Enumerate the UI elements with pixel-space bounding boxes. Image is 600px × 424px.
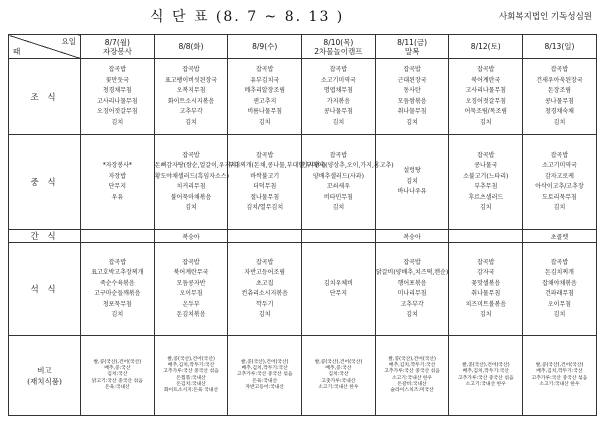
menu-cell	[375, 243, 449, 336]
menu-item: 김치	[258, 118, 271, 126]
meal-label: 조 식	[9, 59, 81, 135]
menu-item: 꽃만둣국	[105, 76, 129, 84]
origin-item: 쌀,콩(국산),건어(국산)	[314, 359, 363, 365]
menu-cell	[523, 243, 597, 336]
day-date: 8/10(목)	[323, 37, 354, 47]
menu-item: 비타민무침	[323, 193, 353, 201]
menu-item: 잡곡밥	[182, 258, 200, 266]
day-header	[449, 35, 523, 59]
menu-item: 소고기미역국	[542, 162, 577, 169]
menu-item: 잡곡밥	[182, 66, 200, 73]
menu-item: 잡곡밥	[403, 66, 421, 73]
origin-item: 쌀,콩(국산),건어(국산)	[93, 359, 142, 365]
menu-item: 돈장조림	[547, 87, 572, 94]
menu-item: 잡곡밥	[182, 151, 200, 159]
menu-item: 소고기미역국	[321, 76, 356, 84]
day-date: 8/12(토)	[470, 42, 501, 51]
meal-label: 중 식	[9, 135, 81, 230]
origin-item: 배추,김치,깍두기:국산	[388, 362, 436, 368]
origin-item: 배추,콩:국산	[325, 366, 352, 372]
menu-item: 고사리나물무침	[97, 97, 138, 105]
menu-item: 돈뼈감자탕(쌈순,얼갈이,우거지)	[154, 162, 239, 169]
origin-item: 소고기:국내산 한우	[318, 384, 359, 390]
origin-cell	[154, 336, 228, 416]
origin-item: 쌀,콩(국산),건어(국산)	[240, 359, 289, 365]
menu-item: 잡곡밥	[550, 258, 569, 266]
day-date: 8/8(화)	[178, 42, 204, 51]
menu-cell	[81, 243, 155, 336]
origin-item: 소고기:국내산 한우	[391, 375, 433, 381]
menu-item: 오징어젓갈무침	[97, 108, 138, 115]
notes-label-line: (재치식품)	[27, 376, 62, 386]
menu-item: 청포묵무침	[102, 300, 132, 308]
menu-item: 온두부	[182, 300, 200, 308]
day-header	[375, 35, 449, 59]
page-title: 식 단 표 (8. 7 ~ 8. 13 )	[150, 9, 345, 25]
menu-item: 잡곡밥	[256, 151, 274, 159]
origin-item: 쌀,콩(국산),건어(국산)	[167, 356, 215, 362]
menu-item: 샌고추지	[253, 97, 277, 105]
origin-item: 쌀,콩(국산),건어(국산)	[535, 362, 584, 368]
origin-item: 배추,김치,깍두기:국산	[536, 369, 583, 375]
menu-item: 돈김치볶음	[176, 311, 206, 318]
menu-item: 김치	[553, 311, 566, 318]
menu-item: 잡곡밥	[403, 258, 421, 266]
origin-item: 돈김치:국내산	[176, 381, 206, 387]
menu-item: 유부김치국	[250, 76, 280, 84]
menu-item: 콩나물무침	[323, 108, 353, 115]
menu-item: 복숭아	[403, 233, 421, 241]
menu-item: 초콜렛	[550, 233, 569, 241]
menu-item: 김치	[185, 204, 197, 211]
menu-item: 모듬쌈볶음	[397, 97, 427, 105]
menu-cell	[81, 230, 155, 243]
menu-item: 더덕무침	[253, 183, 277, 190]
menu-item: 고추부각	[400, 300, 424, 308]
origin-item: 배추,김치,깍두기:국산	[167, 362, 215, 368]
origin-item: 김치:국산	[107, 372, 128, 378]
menu-item: 자장밥	[108, 172, 127, 180]
menu-item: 컨츄리소시지볶음	[241, 290, 288, 297]
menu-cell	[154, 230, 228, 243]
menu-item: 화이트소시지볶음	[167, 97, 215, 105]
day-note: 말복	[404, 46, 420, 56]
origin-cell	[523, 336, 597, 416]
menu-item: 오징어젓갈무침	[465, 97, 507, 105]
menu-cell	[523, 230, 597, 243]
menu-cell	[523, 135, 597, 230]
menu-cell	[154, 135, 239, 230]
menu-item: 김치	[553, 204, 566, 211]
menu-cell	[375, 230, 449, 243]
menu-cell	[449, 230, 523, 243]
origin-item: 소고기:국내산 한우	[465, 381, 506, 387]
menu-item: 가지냉국(양상추,오이,가지,홍고추)	[302, 162, 394, 169]
menu-item: 가지볶음	[326, 97, 350, 105]
menu-item: 불어묵마채볶음	[170, 193, 212, 201]
meal-row	[9, 135, 597, 230]
menu-cell	[81, 135, 155, 230]
menu-item: 바싹불고기	[250, 172, 280, 180]
origin-item: 배추,콩:국산	[104, 366, 131, 372]
origin-item: 고추가루:국산 중국산 섞음	[163, 369, 219, 375]
origin-item: 닭고기:국산 중국산 섞음	[91, 378, 143, 384]
menu-item: 바나나우유	[397, 188, 427, 196]
menu-item: 미나리무침	[397, 290, 427, 297]
menu-item: 절나물무침	[250, 193, 280, 201]
menu-cell	[228, 59, 302, 135]
menu-item: 소불고기(느타리)	[463, 172, 509, 180]
origin-item: 고추가루:국산 중국산 섞음	[384, 369, 440, 375]
origin-cell	[375, 336, 449, 416]
menu-item: 설렁탕	[403, 167, 421, 175]
menu-item: 김치	[332, 204, 345, 211]
origin-cell	[302, 336, 376, 416]
menu-item: 잡곡밥	[550, 66, 569, 73]
origin-item: 소고기:국내산 한우	[539, 381, 580, 387]
menu-cell	[302, 243, 376, 336]
day-header	[523, 35, 597, 59]
menu-item: 고구마순들깨볶음	[94, 290, 141, 297]
menu-item: 양배추샐러드(사과)	[312, 172, 364, 180]
menu-item: 단무지	[329, 290, 348, 297]
meal-row	[9, 230, 597, 243]
menu-item: 잡곡밥	[477, 66, 495, 73]
origin-cell	[81, 336, 155, 416]
corner-cell	[9, 35, 81, 59]
menu-item: 치커리무침	[176, 183, 206, 190]
origin-item: 돈육:국내산	[252, 378, 278, 384]
menu-item: 어묵조림/목조림	[464, 108, 508, 115]
menu-item: 잡곡밥	[477, 258, 495, 266]
origin-item: 자반고등어:국내산	[245, 384, 285, 390]
menu-item: 근대된장국	[397, 76, 427, 84]
menu-item: 명엽채무침	[323, 87, 353, 94]
menu-item: 콩나물무침	[544, 97, 574, 105]
menu-item: 후르츠샐러드	[468, 193, 504, 201]
menu-item: 김치	[406, 177, 418, 185]
origin-item: 돈육:국내산	[104, 384, 130, 390]
menu-item: 황도야채샐러드(흑임자소스)	[154, 172, 229, 180]
menu-item: 초고집	[256, 279, 274, 287]
menu-item: 닭갈비(양배추,치즈떡,캔순)	[375, 269, 449, 276]
menu-item: 도토리묵무침	[542, 193, 577, 201]
menu-item: 김치	[185, 118, 197, 126]
day-date: 8/7(월)	[104, 37, 130, 47]
menu-item: 잡곡밥	[477, 151, 495, 159]
origin-item: 쌀,콩(국산),건어(국산)	[461, 362, 510, 368]
day-header	[154, 35, 228, 59]
origin-item: 쌀,콩(국산),건어(국산)	[388, 356, 436, 362]
origin-cell	[228, 336, 302, 416]
origin-item: 슬라이스치즈:미국산	[390, 388, 434, 394]
day-note: 2차물놀이캠프	[314, 46, 363, 56]
menu-item: 치즈미트볼볶음	[465, 300, 507, 308]
menu-cell	[302, 135, 394, 230]
day-note: 자장봉사	[102, 46, 132, 56]
menu-item: 북어계란국	[471, 76, 501, 84]
origin-item: 배추,김치,깍두기:국산	[241, 366, 288, 372]
day-date: 8/13(일)	[544, 42, 575, 51]
menu-cell	[228, 230, 302, 243]
menu-item: 우유	[111, 193, 124, 201]
header	[0, 0, 600, 34]
day-date: 8/11(금)	[397, 37, 428, 47]
menu-item: *자장봉사*	[102, 162, 132, 169]
meal-label: 석 식	[9, 243, 81, 336]
menu-cell	[154, 243, 228, 336]
meal-label: 간 식	[9, 230, 81, 243]
corner-meal-label: 때	[13, 47, 21, 56]
menu-item: 잡곡밥	[108, 258, 127, 266]
menu-item: 북어계란무국	[173, 269, 209, 276]
menu-cell	[449, 243, 523, 336]
origin-item: 화이트소시지:돈육 국내산	[163, 388, 219, 394]
origin-item: 고추가루:국산 중국산 섞음	[236, 372, 293, 378]
menu-item: 모듬콩자반	[176, 279, 206, 287]
origin-item: 김치:국산	[328, 372, 349, 378]
menu-table	[8, 34, 597, 416]
meal-row	[9, 59, 597, 135]
menu-item: 잡곡밥	[256, 258, 274, 266]
organization-name: 사회복지법인 기독성심원	[498, 12, 592, 22]
menu-cell	[302, 230, 376, 243]
menu-item: 표고호박고추장찌개	[91, 269, 144, 276]
origin-item: 돈갈비:국내산	[397, 381, 427, 387]
menu-item: 김치	[332, 118, 345, 126]
menu-cell	[375, 135, 449, 230]
menu-item: 감자고로케	[544, 172, 574, 180]
day-header	[228, 35, 302, 59]
origin-notes-row	[9, 336, 597, 416]
menu-item: 김치	[479, 118, 492, 126]
menu-item: 고추부각	[179, 108, 203, 115]
menu-item: 취나물무침	[397, 108, 427, 115]
menu-item: 감자국	[477, 269, 495, 276]
menu-item: 꽃맛샐볶음	[471, 279, 501, 287]
menu-item: 김치	[553, 118, 566, 126]
menu-item: 메추리알장조림	[244, 87, 285, 94]
menu-item: 잡채야채볶음	[542, 279, 577, 287]
menu-item: 건파래무침	[544, 290, 574, 297]
menu-item: 김치/열무김치	[246, 204, 284, 211]
menu-item: 김치	[479, 204, 492, 211]
menu-cell	[228, 243, 302, 336]
menu-item: 김치	[111, 118, 124, 126]
menu-item: 김치	[406, 118, 418, 126]
menu-item: 오복지무침	[176, 87, 206, 94]
menu-item: 잡곡밥	[329, 151, 348, 159]
menu-item: 오이무침	[179, 290, 203, 297]
menu-item: 단무지	[108, 183, 127, 190]
menu-item: 동사탄	[403, 87, 421, 94]
menu-cell	[449, 135, 523, 230]
menu-item: 비름나물무침	[247, 108, 283, 115]
menu-cell	[302, 59, 376, 135]
notes-label	[9, 336, 81, 416]
menu-item: 표고팽이버섯된장국	[164, 76, 218, 84]
menu-cell	[154, 59, 228, 135]
menu-item: 건새우아욱된장국	[536, 76, 583, 84]
menu-cell	[81, 59, 155, 135]
menu-item: 부대찌개(돈채,콩나물,부대햄,부대어)	[228, 162, 326, 169]
menu-item: 김치	[111, 311, 124, 318]
menu-item: 복숭아	[182, 233, 200, 241]
menu-item: 오이무침	[547, 300, 572, 308]
menu-item: 꼬쇠새우	[326, 183, 350, 190]
origin-item: 배추,김치,깍두기:국산	[462, 369, 509, 375]
menu-item: 잡곡밥	[256, 66, 274, 73]
menu-item: 행어포볶음	[397, 279, 427, 287]
menu-item: 청경채무침	[102, 87, 132, 94]
menu-item: 김치	[258, 311, 271, 318]
origin-cell	[449, 336, 523, 416]
menu-item: 잡곡밥	[329, 66, 348, 73]
menu-item: 죽순수육볶음	[99, 279, 135, 287]
menu-cell	[375, 59, 449, 135]
menu-item: 깍두기	[256, 300, 274, 308]
menu-item: 김치우체비	[323, 279, 353, 287]
menu-item: 돈김치찌개	[544, 269, 574, 276]
menu-item: 아삭이고추/고추장	[535, 183, 584, 190]
day-date: 8/9(수)	[252, 42, 278, 51]
menu-item: 고사리나물무침	[465, 87, 507, 94]
menu-cell	[449, 59, 523, 135]
menu-item: 잡곡밥	[550, 151, 569, 159]
menu-item: 부추무침	[474, 183, 498, 190]
menu-item: 자반고등어조림	[244, 269, 285, 276]
menu-item: 콩나물국	[474, 162, 498, 169]
day-header	[81, 35, 155, 59]
day-header	[302, 35, 376, 59]
menu-item: 김치	[479, 311, 492, 318]
corner-day-label: 요일	[61, 37, 76, 46]
origin-item: 고추가루:국산 중국산 섞음	[457, 375, 514, 381]
menu-cell	[228, 135, 326, 230]
menu-item: 취나물무침	[471, 290, 501, 297]
menu-item: 청경채숙채	[544, 108, 574, 115]
origin-item: 돈찜볶:국내산	[176, 375, 206, 381]
menu-item: 김치	[406, 311, 418, 318]
notes-label-line: 비고	[37, 365, 52, 375]
menu-cell	[523, 59, 597, 135]
origin-item: 고춧가루:국내산	[321, 378, 356, 384]
menu-item: 잡곡밥	[108, 66, 127, 73]
meal-row	[9, 243, 597, 336]
origin-item: 고추가루:국산 중국산 섞음	[531, 375, 588, 381]
